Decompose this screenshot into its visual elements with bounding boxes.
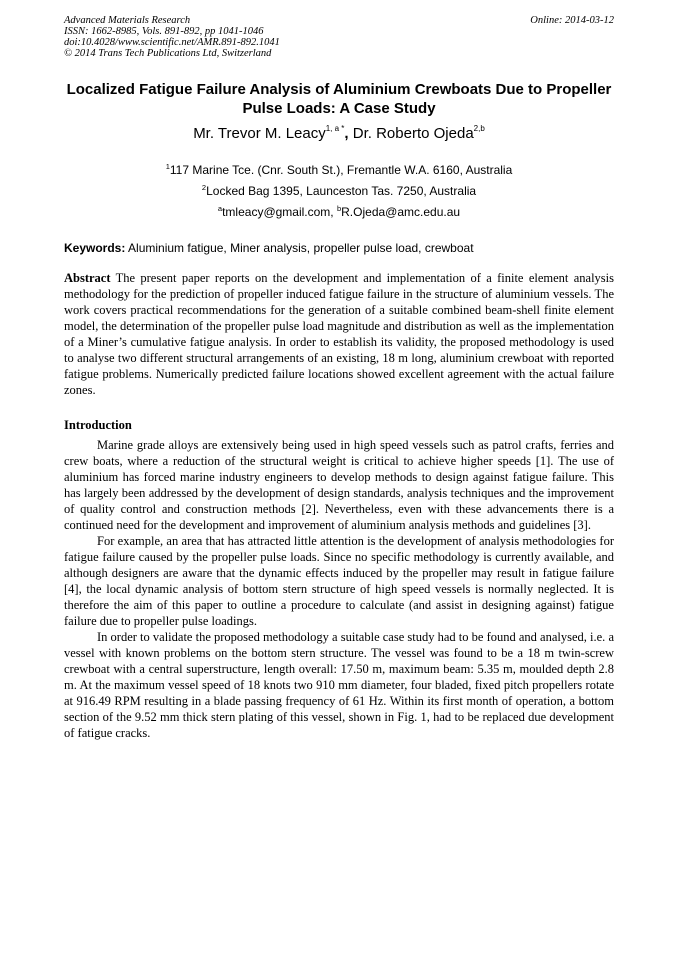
email-b-mark: b bbox=[336, 204, 342, 213]
email-a-mark: a bbox=[217, 204, 223, 213]
abstract-label: Abstract bbox=[64, 271, 111, 285]
author-separator: , bbox=[344, 125, 349, 142]
affiliation-2 bbox=[64, 184, 614, 198]
email-b[interactable]: R.Ojeda@amc.edu.au bbox=[341, 205, 461, 219]
author-2-marks: 2,b bbox=[473, 124, 485, 133]
intro-paragraph-2: For example, an area that has attracted little attention is the development of analysis methodologies for fatigue failure caused by the propeller pulse loads. Since no specific methodology is currently available, and although designers are aware that the dynamic effects induced by the propeller may result in fatigue failure [4], the local dynamic analysis of bottom stern structure of high speed vessels is normally neglected. It is therefore the aim of this paper to outline a procedure to calculate (and assist in designing against) fatigue failure due to propeller pulse loadings. bbox=[64, 534, 614, 628]
keywords-label: Keywords: bbox=[64, 241, 126, 255]
email-line bbox=[64, 205, 614, 219]
journal-header bbox=[64, 15, 280, 59]
affiliation-1 bbox=[64, 163, 614, 177]
journal-issn: ISSN: 1662-8985, Vols. 891-892, pp 1041-1046 bbox=[64, 26, 264, 37]
affiliation-1-mark: 1 bbox=[165, 162, 170, 171]
keywords-text: Aluminium fatigue, Miner analysis, propeller pulse load, crewboat bbox=[125, 241, 474, 255]
intro-paragraph-1: Marine grade alloys are extensively being used in high speed vessels such as patrol crafts, ferries and crew boats, where a reduction of the structural weight is critical to achieve higher speeds [1]. The use of aluminium has forced marine industry engineers to develop methods to design against fatigue failure. This has largely been addressed by the development of design standards, analysis techniques and the improvement of quality control and construction methods [2]. Nevertheless, even with these advancements there is a continued need for the development and improvement of aluminium analysis methods and guidelines [3]. bbox=[64, 438, 614, 532]
section-heading-introduction: Introduction bbox=[64, 418, 132, 432]
introduction-body bbox=[64, 437, 614, 741]
abstract bbox=[64, 270, 614, 398]
keywords bbox=[64, 241, 614, 255]
abstract-text: The present paper reports on the development and implementation of a finite element analysis methodology for the prediction of propeller induced fatigue failure in the structure of aluminium vessels. The work covers practical recommendations for the generation of a suitable combined beam-shell finite element model, the determination of the propeller pulse load magnitude and distribution as well as the implementation of a Miner’s cumulative fatigue analysis. In order to establish its validity, the proposed methodology is used to analyse two different structural arrangements of an existing, 18 m long, aluminium crewboat with reported fatigue problems. Numerically predicted failure locations showed excellent agreement with the actual failure zones. bbox=[64, 271, 614, 397]
journal-copyright: © 2014 Trans Tech Publications Ltd, Switzerland bbox=[64, 48, 272, 59]
affiliation-2-mark: 2 bbox=[201, 183, 207, 192]
paper-title: Localized Fatigue Failure Analysis of Aluminium Crewboats Due to Propeller Pulse Loads: A Case Study bbox=[66, 81, 612, 117]
affiliation-2-text: Locked Bag 1395, Launceston Tas. 7250, Australia bbox=[206, 184, 477, 198]
online-date: Online: 2014-03-12 bbox=[530, 15, 614, 26]
author-1-name: Mr. Trevor M. Leacy bbox=[193, 125, 326, 142]
email-a[interactable]: tmleacy@gmail.com, bbox=[222, 205, 337, 219]
author-line bbox=[64, 124, 614, 144]
intro-paragraph-3: In order to validate the proposed methodology a suitable case study had to be found and analysed, i.e. a vessel with known problems on the bottom stern structure. The vessel was found to be a 18 m twin-screw crewboat with a central superstructure, length overall: 17.50 m, maximum beam: 5.35 m, moulded depth 2.8 m. At the maximum vessel speed of 18 knots two 910 mm diameter, four bladed, fixed pitch propellers rotate at 916.49 RPM resulting in a blade passing frequency of 61 Hz. Within its first month of operation, a bottom section of the 9.52 mm thick stern plating of this vessel, shown in Fig. 1, had to be replaced due development of fatigue cracks. bbox=[64, 630, 614, 740]
online-date-header bbox=[530, 15, 614, 26]
author-1-marks: 1, a * bbox=[325, 124, 345, 133]
affiliation-1-text: 117 Marine Tce. (Cnr. South St.), Fremantle W.A. 6160, Australia bbox=[169, 163, 513, 177]
journal-name: Advanced Materials Research bbox=[64, 15, 191, 26]
author-2-name: Dr. Roberto Ojeda bbox=[352, 125, 474, 142]
journal-doi[interactable]: doi:10.4028/www.scientific.net/AMR.891-892.1041 bbox=[64, 37, 280, 48]
